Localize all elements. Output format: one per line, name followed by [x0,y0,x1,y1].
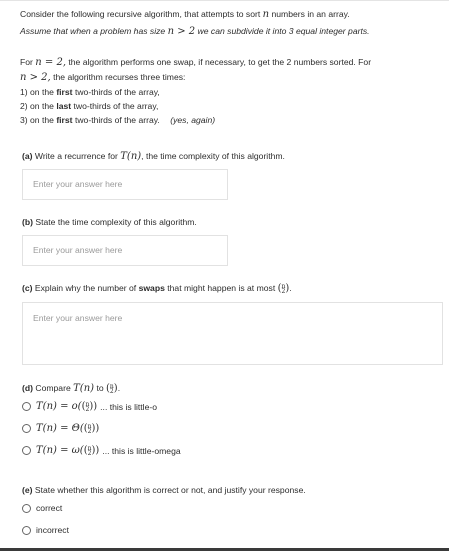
answer-input-b[interactable] [22,235,228,266]
binomial: (n 2) [277,282,290,295]
question-c-title: (c) Explain why the number of swaps that might happen is at most (n 2). [22,282,292,295]
desc-step-2: 2) on the last two-thirds of the array, [20,101,159,111]
answer-placeholder: Enter your answer here [33,245,123,255]
question-b-title: (b) State the time complexity of this algorithm. [22,217,197,227]
answer-input-a[interactable] [22,169,228,200]
binomial: (n 2) [106,382,118,395]
radio-option-correct[interactable]: correct [22,503,62,513]
desc-line-2: n > 2, the algorithm recurses three times: [20,72,186,83]
desc-step-1: 1) on the first two-thirds of the array, [20,87,160,97]
desc-line-1: For n = 2, the algorithm performs one swap, if necessary, to get the 2 numbers sorted. For [20,57,372,68]
intro-line-2: Assume that when a problem has size n > 2 we can subdivide it into 3 equal integer parts. [20,26,370,37]
algorithm-description [20,55,443,127]
answer-input-c[interactable] [22,302,443,365]
question-d-title: (d) Compare T(n) to (n 2). [22,382,121,395]
question-e-title: (e) State whether this algorithm is correct or not, and justify your response. [22,485,306,495]
radio-button[interactable] [22,504,31,513]
intro-text [20,7,443,39]
answer-placeholder: Enter your answer here [33,179,123,189]
radio-button[interactable] [22,424,31,433]
radio-button[interactable] [22,402,31,411]
question-a-title: (a) Write a recurrence for T(n), the time complexity of this algorithm. [22,151,285,162]
top-divider [0,0,449,1]
radio-option-incorrect[interactable]: incorrect [22,525,69,535]
desc-step-3: 3) on the first two-thirds of the array. (yes, again) [20,115,216,125]
answer-placeholder: Enter your answer here [33,313,123,323]
radio-option-little-omega[interactable]: T(n) = ω( (n 2 )) ... this is little-omega [22,445,181,456]
radio-option-little-o[interactable]: T(n) = o( (n 2 )) ... this is little-o [22,401,157,412]
radio-button[interactable] [22,526,31,535]
radio-option-theta[interactable]: T(n) = Θ( (n 2 )) [22,423,99,434]
intro-line-1: Consider the following recursive algorithm, that attempts to sort n numbers in an array. [20,9,350,20]
radio-button[interactable] [22,446,31,455]
